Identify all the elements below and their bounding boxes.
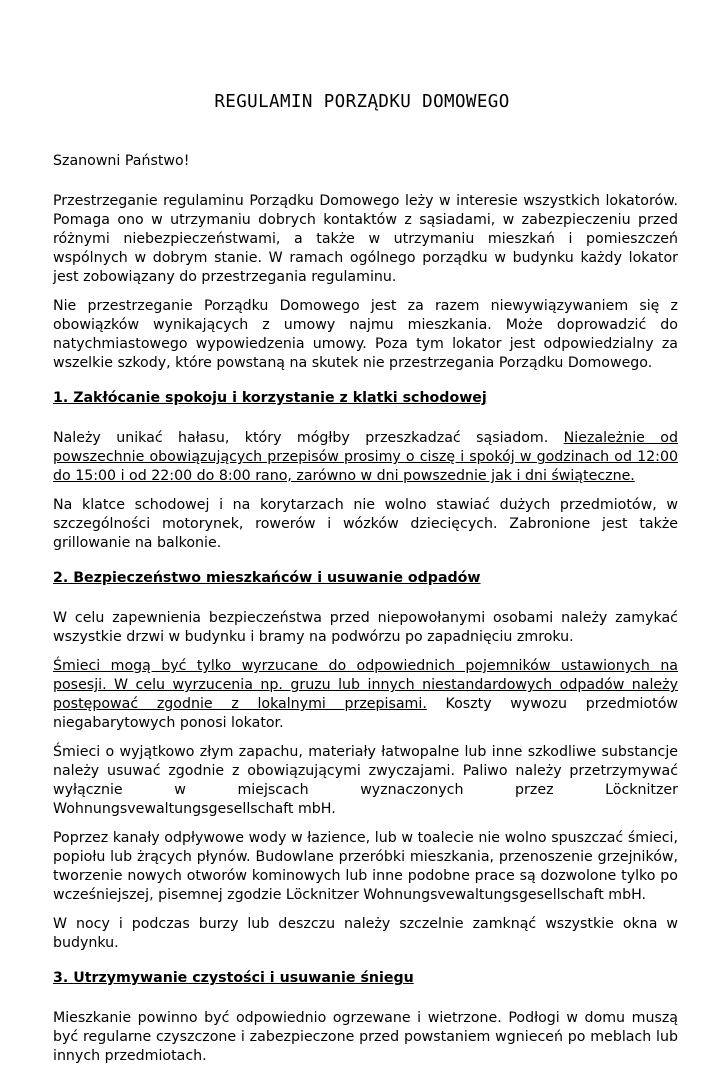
section-2-heading (53, 569, 678, 588)
section-2-p2-plain: Koszty wywozu przedmiotów niegabarytowych ponosi lokator. (53, 696, 679, 731)
section-3-heading (53, 969, 678, 988)
section-2-paragraph-3: Śmieci o wyjątkowo złym zapachu, materiały łatwopalne lub inne szkodliwe substancje należy usuwać zgodnie z obowiązującymi zwyczajami. Paliwo należy przetrzymywać wyłącznie w miejscach wyznaczonych przez Löcknitzer Wohnungsvewaltungsgesellschaft mbH. (53, 744, 678, 817)
section-2-paragraph-4: Poprzez kanały odpływowe wody w łazience, lub w toalecie nie wolno spuszczać śmieci, popiołu lub żrących płynów. Budowlane przeróbki mieszkania, przenoszenie grzejników, tworzenie nowych otworów kominowych lub inne podobne prace są dozwolone tylko po wcześniejszej, pisemnej zgodzie Löcknitzer Wohnungsvewaltungsgesellschaft mbH. (53, 830, 678, 903)
section-1-p1-underlined: Niezależnie od powszechnie obowiązujących przepisów prosimy o ciszę i spokój w godzinach od 12:00 do 15:00 i od 22:00 do 8:00 rano, zarówno w dni powszednie jak i dni świąteczne. (53, 430, 678, 484)
section-2-p2-underlined: Śmieci mogą być tylko wyrzucane do odpowiednich pojemników ustawionych na posesji. W celu wyrzucenia np. gruzu lub innych niestandardowych odpadów należy postępować zgodnie z lokalnymi przepisami. (53, 658, 678, 712)
section-1-paragraph-2: Na klatce schodowej i na korytarzach nie wolno stawiać dużych przedmiotów, w szczególności motorynek, rowerów i wózków dziecięcych. Zabronione jest także grillowanie na balkonie. (53, 497, 678, 551)
section-1-heading-text: 1. Zakłócanie spokoju i korzystanie z klatki schodowej (53, 390, 487, 406)
document-body (53, 152, 678, 1076)
section-2-paragraph-1: W celu zapewnienia bezpieczeństwa przed niepowołanymi osobami należy zamykać wszystkie drzwi w budynku i bramy na podwórzu po zapadnięciu zmroku. (53, 610, 678, 645)
document-title: REGULAMIN PORZĄDKU DOMOWEGO (214, 92, 510, 112)
section-1-p1-plain: Należy unikać hałasu, który mógłby przeszkadzać sąsiadom. (53, 430, 564, 446)
section-2-paragraph-2 (53, 657, 678, 733)
intro-paragraph-1: Przestrzeganie regulaminu Porządku Domowego leży w interesie wszystkich lokatorów. Pomaga ono w utrzymaniu dobrych kontaktów z sąsiadami, w zabezpieczeniu przed różnymi niebezpieczeństwami, a także w utrzymaniu mieszkań i pomieszczeń wspólnych w dobrym stanie. W ramach ogólnego porządku w budynku każdy lokator jest zobowiązany do przestrzegania regulaminu. (53, 193, 678, 285)
section-3-heading-text: 3. Utrzymywanie czystości i usuwanie śniegu (53, 970, 414, 986)
greeting: Szanowni Państwo! (53, 153, 190, 169)
section-2-heading-text: 2. Bezpieczeństwo mieszkańców i usuwanie odpadów (53, 570, 481, 586)
section-1-heading (53, 389, 678, 408)
section-2-paragraph-5: W nocy i podczas burzy lub deszczu należy szczelnie zamknąć wszystkie okna w budynku. (53, 916, 678, 951)
intro-paragraph-2: Nie przestrzeganie Porządku Domowego jest za razem niewywiązywaniem się z obowiązków wynikających z umowy najmu mieszkania. Może doprowadzić do natychmiastowego wypowiedzenia umowy. Poza tym lokator jest odpowiedzialny za wszelkie szkody, które powstaną na skutek nie przestrzegania Porządku Domowego. (53, 298, 678, 371)
section-1-paragraph-1 (53, 429, 678, 486)
section-3-paragraph-1: Mieszkanie powinno być odpowiednio ogrzewane i wietrzone. Podłogi w domu muszą być regularne czyszczone i zabezpieczone przed powstaniem wgnieceń po meblach lub innych przedmiotach. (53, 1010, 678, 1064)
